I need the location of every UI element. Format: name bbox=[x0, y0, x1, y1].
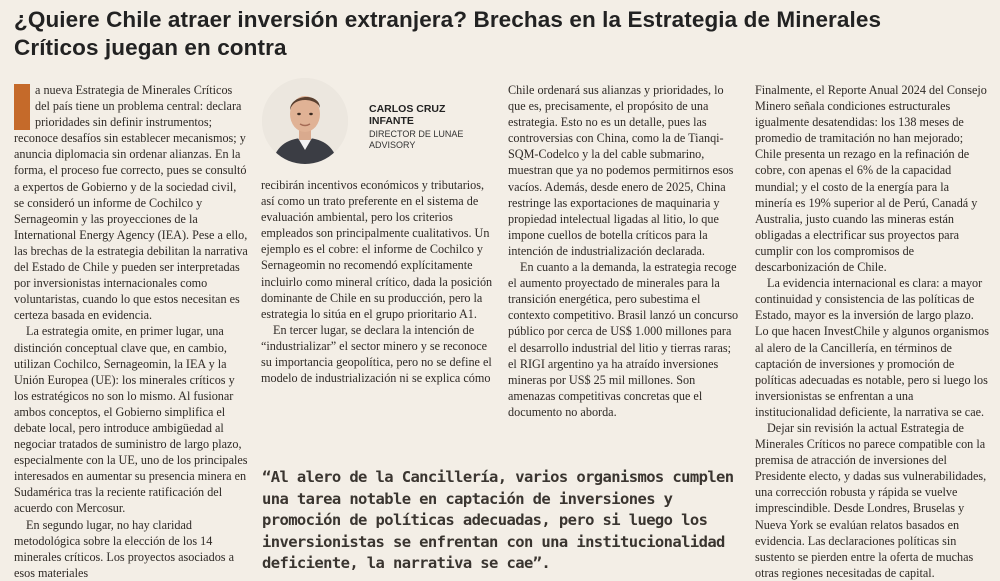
drop-cap-accent bbox=[14, 84, 30, 130]
paragraph: recibirán incentivos económicos y tributarios, así como un trato preferente en el sistema de evaluación ambiental, pero los criterios empleados son principalmente cualitativos. Un ejemplo es el cobre: el informe de Cochilco y Sernageomin no recomendó explícitamente incluirlo como mineral crítico, dada la posición dominante de Chile en su producción, pero la estrategia lo sitúa en el grupo prioritario A1. bbox=[261, 178, 493, 321]
author-name: CARLOS CRUZ INFANTE bbox=[369, 103, 446, 127]
article-column-1 bbox=[14, 82, 248, 581]
paragraph: En tercer lugar, se declara la intención de “industrializar” el sector minero y se reconoce su importancia geopolítica, pero no se define el modelo de industrialización ni se explica cómo bbox=[261, 322, 492, 386]
article-column-4 bbox=[755, 82, 989, 581]
paragraph: a nueva Estrategia de Minerales Críticos del país tiene un problema central: declara prioridades sin definir instrumentos; reconoce desafíos sin establecer mecanismos; y anuncia diplomacia sin ordenar alianzas. En la forma, el proceso fue correcto, pues se consultó a expertos de Gobierno y de la sociedad civil, se consideró un informe de Cochilco y Sernageomin y las proyecciones de la International Energy Agency (IEA). Pese a ello, las brechas de la estrategia debilitan la narrativa del Estado de Chile y pueden ser interpretadas por inversionistas internacionales como voluntaristas, cuando lo que estos necesitan es certeza basada en evidencia. bbox=[14, 83, 248, 323]
author-block bbox=[262, 78, 498, 170]
paragraph: La evidencia internacional es clara: a mayor continuidad y consistencia de las políticas de Estado, mayor es la inversión de largo plazo. Lo que hacen InvestChile y algunos organismos al alero de la Cancillería, en términos de captación de inversiones y promoción de políticas adecuadas es notable, pero si luego los inversionistas se enfrentan a una institucionalidad deficiente, la narrativa se cae. bbox=[755, 276, 990, 419]
pull-quote: “Al alero de la Cancillería, varios organismos cumplen una tarea notable en captación de inversiones y promoción de políticas adecuadas, pero si luego los inversionistas se enfrentan con una institucionalidad deficiente, la narrativa se cae”. bbox=[262, 468, 734, 572]
paragraph: En cuanto a la demanda, la estrategia recoge el aumento proyectado de minerales para la transición energética, pero subestima el contexto competitivo. Brasil lanzó un concurso público por cerca de US$ 1.000 millones para el desarrollo industrial del litio y tierras raras; el RIGI argentino ya ha atraído inversiones mineras por US$ 25 mil millones. Son amenazas competitivas concretas que el documento no aborda. bbox=[508, 260, 739, 419]
article-column-3 bbox=[508, 82, 742, 420]
author-photo bbox=[262, 78, 348, 164]
paragraph: La estrategia omite, en primer lugar, una distinción conceptual clave que, en cambio, utilizan Cochilco, Sernageomin, la IEA y la Unión Europea (UE): los minerales críticos y los estratégicos no son lo mismo. Al fusionar ambos conceptos, el Gobierno simplifica el debate local, pero introduce ambigüedad al negociar tratados de suministro de largo plazo, especialmente con la UE, uno de los principales interesados en aumentar su presencia minera en Sudamérica tras la reciente ratificación del acuerdo con Mercosur. bbox=[14, 324, 248, 516]
paragraph: Chile ordenará sus alianzas y prioridades, lo que es, precisamente, el propósito de una estrategia. Esto no es un detalle, pues las controversias con China, como la de Tianqi-SQM-Codelco y la del cable submarino, muestran que ya no podemos permitirnos esos vacíos. Además, desde enero de 2025, China restringe las exportaciones de maquinaria y propiedad intelectual ligadas al litio, lo que impone cuellos de botella críticos para la intención de industrialización declarada. bbox=[508, 83, 734, 258]
paragraph: Dejar sin revisión la actual Estrategia de Minerales Críticos no parece compatible con la premisa de atracción de inversiones del Presidente electo, y dadas sus vulnerabilidades, una corrección robusta y rápida se vuelve imprescindible. Desde Londres, Bruselas y Nueva York se evalúan relatos basados en evidencia. Las declaraciones políticas sin sustento se pierden entre la oferta de muchas otras regiones necesitadas de capital. bbox=[755, 420, 987, 580]
paragraph: Finalmente, el Reporte Anual 2024 del Consejo Minero señala condiciones estructurales igualmente desatendidas: los 138 meses de promedio de tramitación no han mejorado; Chile presenta un rezago en la refinación de cobre, con apenas el 6% de la capacidad mundial; y el costo de la energía para la minería es 19% superior al de Perú, Canadá y Australia, justo cuando las mineras están obligadas a electrificar sus proyectos para cumplir con los compromisos de descarbonización de Chile. bbox=[755, 83, 987, 275]
paragraph: En segundo lugar, no hay claridad metodológica sobre la elección de los 14 minerales críticos. Los proyectos asociados a esos materiales bbox=[14, 517, 234, 580]
author-role: DIRECTOR DE LUNAE ADVISORY bbox=[369, 129, 464, 150]
article-column-2 bbox=[261, 177, 495, 386]
article-headline: ¿Quiere Chile atraer inversión extranjera? Brechas en la Estrategia de Minerales Críticos juegan en contra bbox=[14, 7, 882, 60]
